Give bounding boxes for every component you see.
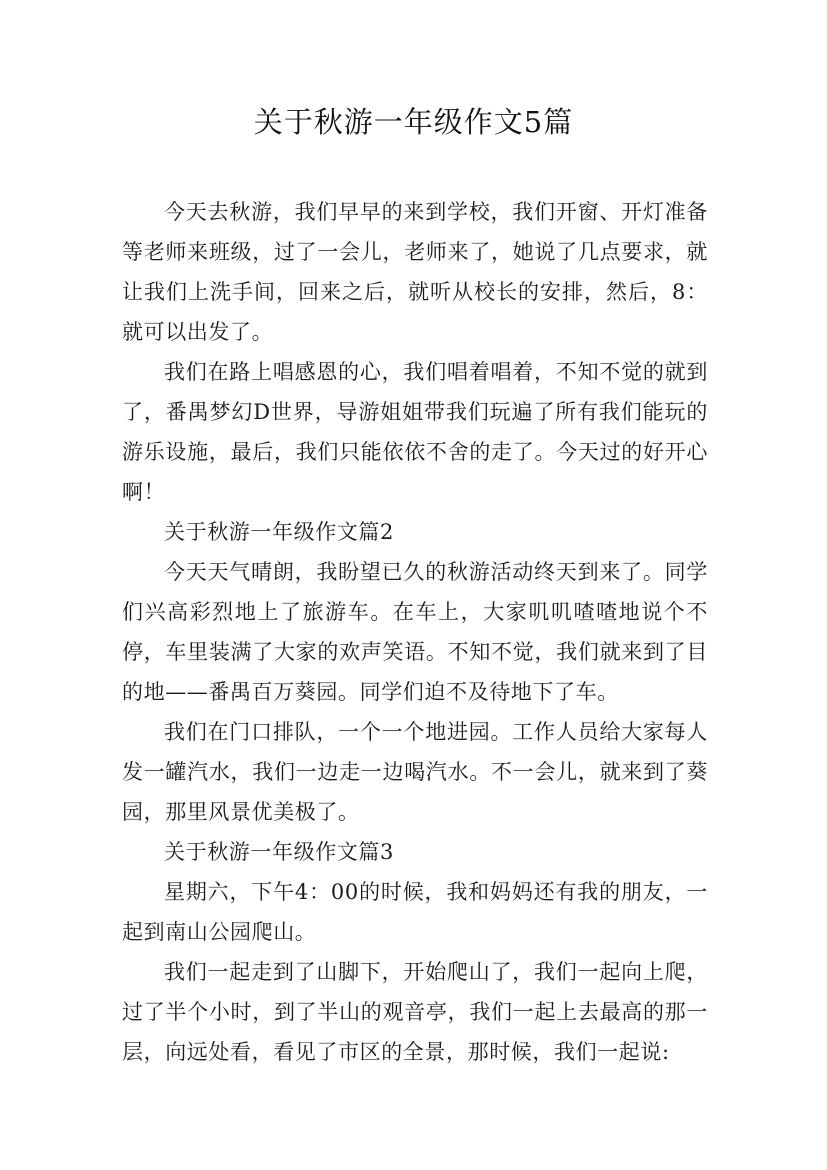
section-heading: 关于秋游一年级作文篇2 — [164, 520, 394, 544]
paragraph: 我们在路上唱感恩的心，我们唱着唱着，不知不觉的就到了，番禺梦幻D世界，导游姐姐带我们玩遍了所有我们能玩的游乐设施，最后，我们只能依依不舍的走了。今天过的好开心啊！ — [122, 360, 708, 504]
document-body — [122, 192, 708, 1072]
paragraph: 星期六，下午4：00的时候，我和妈妈还有我的朋友，一起到南山公园爬山。 — [122, 880, 708, 944]
paragraph: 我们在门口排队，一个一个地进园。工作人员给大家每人发一罐汽水，我们一边走一边喝汽水。不一会儿，就来到了葵园，那里风景优美极了。 — [122, 720, 708, 824]
paragraph: 今天去秋游，我们早早的来到学校，我们开窗、开灯准备等老师来班级，过了一会儿，老师来了，她说了几点要求，就让我们上洗手间，回来之后，就听从校长的安排，然后，8：就可以出发了。 — [122, 200, 708, 344]
paragraph: 我们一起走到了山脚下，开始爬山了，我们一起向上爬，过了半个小时，到了半山的观音亭，我们一起上去最高的那一层，向远处看，看见了市区的全景，那时候，我们一起说: — [122, 960, 708, 1064]
paragraph: 今天天气晴朗，我盼望已久的秋游活动终天到来了。同学们兴高彩烈地上了旅游车。在车上，大家叽叽喳喳地说个不停，车里装满了大家的欢声笑语。不知不觉，我们就来到了目的地——番禺百万葵园。同学们迫不及待地下了车。 — [122, 560, 708, 704]
section-heading: 关于秋游一年级作文篇3 — [164, 840, 394, 864]
document-title: 关于秋游一年级作文5篇 — [253, 105, 574, 139]
